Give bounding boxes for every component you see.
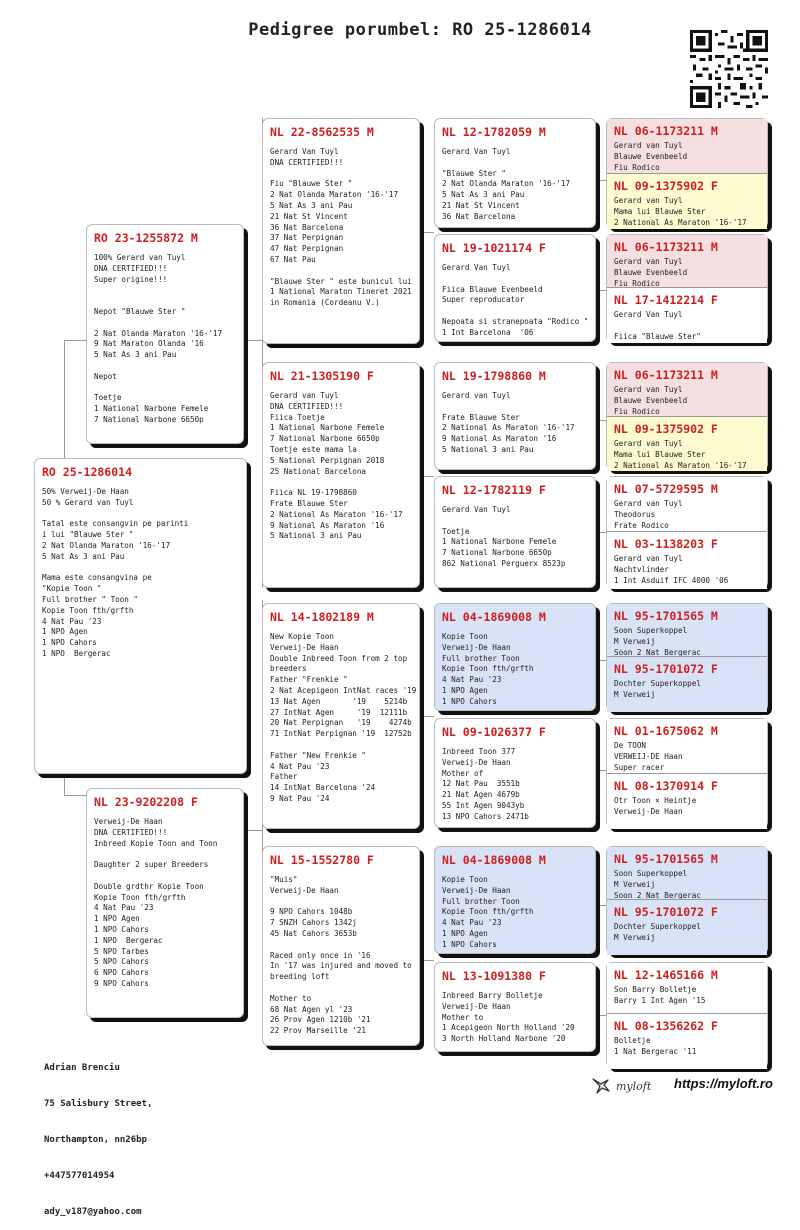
ancestor-pair-card[interactable] bbox=[606, 234, 768, 342]
connector-line bbox=[596, 532, 606, 533]
ring-number: NL 12-1465166 M bbox=[614, 968, 718, 982]
pigeon-notes: New Kopie Toon Verweij-De Haan Double Inbreed Toon from 2 top breeders Father "Frenkie " 2 Nat Acepigeon IntNat races '19 13 Nat Agen '19 5214b 27 IntNat Agen '19 12111b 20 Nat Perpignan '19 4274b 71 IntNat Perpignan '19 12752b Father "New Frenkie " 4 Nat Pau '23 Father 14 IntNat Barcelona '24 9 Nat Pau '24 bbox=[270, 632, 417, 803]
page-title: Pedigree porumbel: RO 25-1286014 bbox=[248, 20, 592, 40]
pigeon-notes: Soon Superkoppel M Verweij Soon 2 Nat Bergerac bbox=[614, 869, 701, 900]
pigeon-notes: Otr Toon × Heintje Verweij-De Haan bbox=[614, 796, 697, 816]
ancestor-dam[interactable] bbox=[607, 774, 767, 829]
ancestor-pair-card[interactable] bbox=[606, 846, 768, 954]
granddam-maternal-card[interactable] bbox=[262, 846, 420, 1046]
connector-line bbox=[245, 340, 263, 341]
pigeon-notes: Gerard van Tuyl Mama lui Blauwe Ster 2 National As Maraton '16-'17 bbox=[614, 196, 747, 227]
ring-number: NL 95-1701565 M bbox=[614, 852, 718, 866]
breeder-street: 75 Salisbury Street, bbox=[44, 1099, 153, 1109]
breeder-city: Northampton, nn26bp bbox=[44, 1135, 147, 1145]
connector-line bbox=[596, 290, 606, 291]
pigeon-notes: Soon Superkoppel M Verweij Soon 2 Nat Bergerac bbox=[614, 626, 701, 657]
great-grandparent-card[interactable] bbox=[434, 234, 596, 342]
pigeon-notes: Kopie Toon Verweij-De Haan Full brother Toon Kopie Toon fth/grfth 4 Nat Pau '23 1 NPO Agen 1 NPO Cahors bbox=[442, 875, 534, 949]
breeder-contact bbox=[44, 1038, 152, 1230]
granddam-paternal-card[interactable] bbox=[262, 362, 420, 588]
ring-number: NL 06-1173211 M bbox=[614, 240, 718, 254]
website-link[interactable]: https://myloft.ro bbox=[674, 1076, 773, 1091]
ancestor-dam[interactable] bbox=[607, 900, 767, 955]
ancestor-dam[interactable] bbox=[607, 657, 767, 712]
pigeon-notes: Gerard van Tuyl Blauwe Evenbeeld Fiu Rodico bbox=[614, 257, 688, 288]
ring-number: NL 15-1552780 F bbox=[270, 853, 374, 867]
ancestor-dam[interactable] bbox=[607, 532, 767, 589]
ring-number: NL 06-1173211 M bbox=[614, 124, 718, 138]
connector-line bbox=[420, 232, 434, 233]
ancestor-sire[interactable] bbox=[607, 235, 767, 287]
ring-number: NL 95-1701565 M bbox=[614, 609, 718, 623]
pigeon-notes: Gerard van Tuyl Blauwe Evenbeeld Fiu Rodico bbox=[614, 141, 688, 172]
qr-code-icon bbox=[690, 30, 768, 108]
myloft-logo bbox=[590, 1075, 651, 1097]
ring-number: RO 23-1255872 M bbox=[94, 231, 198, 245]
pigeon-notes: Gerard van Tuyl DNA CERTIFIED!!! Fiica Toetje 1 National Narbone Femele 7 National Narbone 6650p Toetje este mama la 5 National Perpignan 2018 25 National Barcelona Fiica NL 19-1798860 Frate Blauwe Ster 2 National As Maraton '16-'17 9 National As Maraton '16 5 National 3 ani Pau bbox=[270, 391, 403, 541]
breeder-name: Adrian Brenciu bbox=[44, 1063, 120, 1073]
breeder-email[interactable]: ady_v187@yahoo.com bbox=[44, 1207, 142, 1217]
ring-number: NL 08-1370914 F bbox=[614, 779, 718, 793]
ancestor-sire[interactable] bbox=[607, 363, 767, 416]
ancestor-sire[interactable] bbox=[607, 477, 767, 531]
connector-line bbox=[420, 960, 434, 961]
ring-number: NL 17-1412214 F bbox=[614, 293, 718, 307]
father-card[interactable] bbox=[86, 224, 244, 444]
ancestor-dam[interactable] bbox=[607, 288, 767, 343]
ring-number: NL 12-1782059 M bbox=[442, 125, 546, 139]
pigeon-notes: Verweij-De Haan DNA CERTIFIED!!! Inbreed Kopie Toon and Toon Daughter 2 super Breeders Double grdthr Kopie Toon Kopie Toon fth/grfth 4 Nat Pau '23 1 NPO Agen 1 NPO Cahors 1 NPO Bergerac 5 NPO Tarbes 5 NPO Cahors 6 NPO Cahors 9 NPO Cahors bbox=[94, 817, 218, 988]
ring-number: NL 19-1021174 F bbox=[442, 241, 546, 255]
mother-card[interactable] bbox=[86, 788, 244, 1018]
ring-number: NL 21-1305190 F bbox=[270, 369, 374, 383]
connector-line bbox=[596, 660, 606, 661]
ring-number: NL 23-9202208 F bbox=[94, 795, 198, 809]
ancestor-sire[interactable] bbox=[607, 119, 767, 173]
connector-line bbox=[596, 1015, 606, 1016]
pigeon-notes: Gerard van Tuyl Nachtvlinder 1 Int Asduif IFC 4000 '06 bbox=[614, 554, 729, 585]
logo-text: myloft bbox=[616, 1079, 652, 1093]
ring-number: NL 14-1802189 M bbox=[270, 610, 374, 624]
pigeon-notes: Gerard Van Tuyl DNA CERTIFIED!!! Fiu "Blauwe Ster " 2 Nat Olanda Maraton '16-'17 5 Nat As 3 ani Pau 21 Nat St Vincent 36 Nat Barcelona 37 Nat Perpignan 47 Nat Perpignan 67 Nat Pau "Blauwe Ster " este bunicul lui 1 National Maraton Tineret 2021 in Romania (Cordeanu V.) bbox=[270, 147, 412, 308]
ring-number: NL 22-8562535 M bbox=[270, 125, 374, 139]
connector-line bbox=[596, 420, 606, 421]
ring-number: NL 95-1701072 F bbox=[614, 905, 718, 919]
grandsire-maternal-card[interactable] bbox=[262, 603, 420, 829]
connector-line bbox=[245, 830, 263, 831]
pigeon-notes: Inbreed Toon 377 Verweij-De Haan Mother of 12 Nat Pau 3551b 21 Nat Agen 4679b 55 Int Agen 9043yb 13 NPO Cahors 2471b bbox=[442, 747, 529, 821]
ancestor-dam[interactable] bbox=[607, 417, 767, 471]
pigeon-notes: 50% Verweij-De Haan 50 % Gerard van Tuyl Tatal este consangvin pe parinti i lui "Blauwe Ster " 2 Nat Olanda Maraton '16-'17 5 Nat As 3 ani Pau Mama este consangvina pe "Kopie Toon " Full brother " Toon " Kopie Toon fth/grfth 4 Nat Pau '23 1 NPO Agen 1 NPO Cahors 1 NPO Bergerac bbox=[42, 487, 189, 658]
great-grandparent-card[interactable] bbox=[434, 846, 596, 954]
ring-number: NL 19-1798860 M bbox=[442, 369, 546, 383]
pigeon-notes: Inbreed Barry Bolletje Verweij-De Haan Mother to 1 Acepigeon North Holland '20 3 North Holland Narbone '20 bbox=[442, 991, 575, 1044]
ring-number: NL 03-1138203 F bbox=[614, 537, 718, 551]
great-grandparent-card[interactable] bbox=[434, 362, 596, 470]
great-grandparent-card[interactable] bbox=[434, 603, 596, 711]
ring-number: NL 04-1869008 M bbox=[442, 853, 546, 867]
connector-line bbox=[420, 716, 434, 717]
grandsire-paternal-card[interactable] bbox=[262, 118, 420, 344]
great-grandparent-card[interactable] bbox=[434, 962, 596, 1052]
ancestor-pair-card[interactable] bbox=[606, 718, 768, 828]
pigeon-notes: De TOON VERWEIJ-DE Haan Super racer bbox=[614, 741, 683, 772]
ancestor-pair-card[interactable] bbox=[606, 118, 768, 228]
ancestor-pair-card[interactable] bbox=[606, 603, 768, 711]
ring-number: NL 95-1701072 F bbox=[614, 662, 718, 676]
subject-pigeon-card[interactable] bbox=[34, 458, 247, 774]
pigeon-notes: Gerard van Tuyl Mama lui Blauwe Ster 2 National As Maraton '16-'17 bbox=[614, 439, 747, 470]
pigeon-notes: Dochter Superkoppel M Verweij bbox=[614, 922, 701, 942]
connector-line bbox=[596, 770, 606, 771]
ancestor-dam[interactable] bbox=[607, 174, 767, 229]
ancestor-pair-card[interactable] bbox=[606, 362, 768, 470]
pigeon-notes: Kopie Toon Verweij-De Haan Full brother Toon Kopie Toon fth/grfth 4 Nat Pau '23 1 NPO Agen 1 NPO Cahors bbox=[442, 632, 534, 706]
ring-number: NL 09-1026377 F bbox=[442, 725, 546, 739]
ancestor-sire[interactable] bbox=[607, 847, 767, 899]
ring-number: NL 09-1375902 F bbox=[614, 179, 718, 193]
great-grandparent-card[interactable] bbox=[434, 118, 596, 228]
connector-line bbox=[64, 795, 88, 796]
connector-line bbox=[64, 340, 65, 458]
ancestor-pair-card[interactable] bbox=[606, 476, 768, 588]
ring-number: NL 13-1091380 F bbox=[442, 969, 546, 983]
ring-number: NL 09-1375902 F bbox=[614, 422, 718, 436]
ring-number: NL 01-1675062 M bbox=[614, 724, 718, 738]
great-grandparent-card[interactable] bbox=[434, 476, 596, 588]
ring-number: RO 25-1286014 bbox=[42, 465, 133, 479]
ring-number: NL 12-1782119 F bbox=[442, 483, 546, 497]
ring-number: NL 04-1869008 M bbox=[442, 610, 546, 624]
connector-line bbox=[420, 476, 434, 477]
pigeon-notes: Gerard Van Tuyl Fiica "Blauwe Ster" bbox=[614, 310, 701, 341]
pigeon-notes: Gerard Van Tuyl Toetje 1 National Narbone Femele 7 National Narbone 6650p 862 National Perguerx 8523p bbox=[442, 505, 566, 568]
pigeon-notes: Dochter Superkoppel M Verweij bbox=[614, 679, 701, 699]
ancestor-sire[interactable] bbox=[607, 604, 767, 656]
pigeon-notes: Bolletje 1 Nat Bergerac '11 bbox=[614, 1036, 697, 1056]
ancestor-sire[interactable] bbox=[607, 963, 767, 1013]
ancestor-pair-card[interactable] bbox=[606, 962, 768, 1068]
breeder-phone[interactable]: +447577014954 bbox=[44, 1171, 115, 1181]
pigeon-notes: Son Barry Bolletje Barry 1 Int Agen '15 bbox=[614, 985, 706, 1005]
pigeon-logo-icon bbox=[590, 1075, 612, 1097]
pigeon-notes: "Muis" Verweij-De Haan 9 NPO Cahors 1048b 7 SNZH Cahors 1342j 45 Nat Cahors 3653b Raced only once in '16 In '17 was injured and moved to breeding loft Mother to 68 Nat Agen yl '23 26 Prov Agen 1210b '21 22 Prov Marseille '21 bbox=[270, 875, 412, 1036]
pigeon-notes: Gerard Van Tuyl Fiica Blauwe Evenbeeld Super reproducator Nepoata si stranepoata "Rodico " 1 Int Barcelona '06 bbox=[442, 263, 589, 337]
connector-line bbox=[596, 180, 606, 181]
pigeon-notes: Gerard van Tuyl Blauwe Evenbeeld Fiu Rodico bbox=[614, 385, 688, 416]
ancestor-dam[interactable] bbox=[607, 1014, 767, 1069]
pigeon-notes: Gerard Van Tuyl "Blauwe Ster " 2 Nat Olanda Maraton '16-'17 5 Nat As 3 ani Pau 21 Nat St Vincent 36 Nat Barcelona bbox=[442, 147, 571, 221]
great-grandparent-card[interactable] bbox=[434, 718, 596, 828]
ring-number: NL 07-5729595 M bbox=[614, 482, 718, 496]
ring-number: NL 08-1356262 F bbox=[614, 1019, 718, 1033]
pigeon-notes: Gerard van Tuyl Frate Blauwe Ster 2 National As Maraton '16-'17 9 National As Maraton '16 5 National 3 ani Pau bbox=[442, 391, 575, 454]
pigeon-notes: Gerard van Tuyl Theodorus Frate Rodico bbox=[614, 499, 683, 530]
connector-line bbox=[64, 340, 88, 341]
ancestor-sire[interactable] bbox=[607, 719, 767, 773]
pigeon-notes: 100% Gerard van Tuyl DNA CERTIFIED!!! Super origine!!! Nepot "Blauwe Ster " 2 Nat Olanda Maraton '16-'17 9 Nat Maraton Olanda '16 5 Nat As 3 ani Pau Nepot Toetje 1 National Narbone Femele 7 National Narbone 6650p bbox=[94, 253, 223, 424]
connector-line bbox=[596, 905, 606, 906]
connector-line bbox=[64, 775, 65, 795]
ring-number: NL 06-1173211 M bbox=[614, 368, 718, 382]
